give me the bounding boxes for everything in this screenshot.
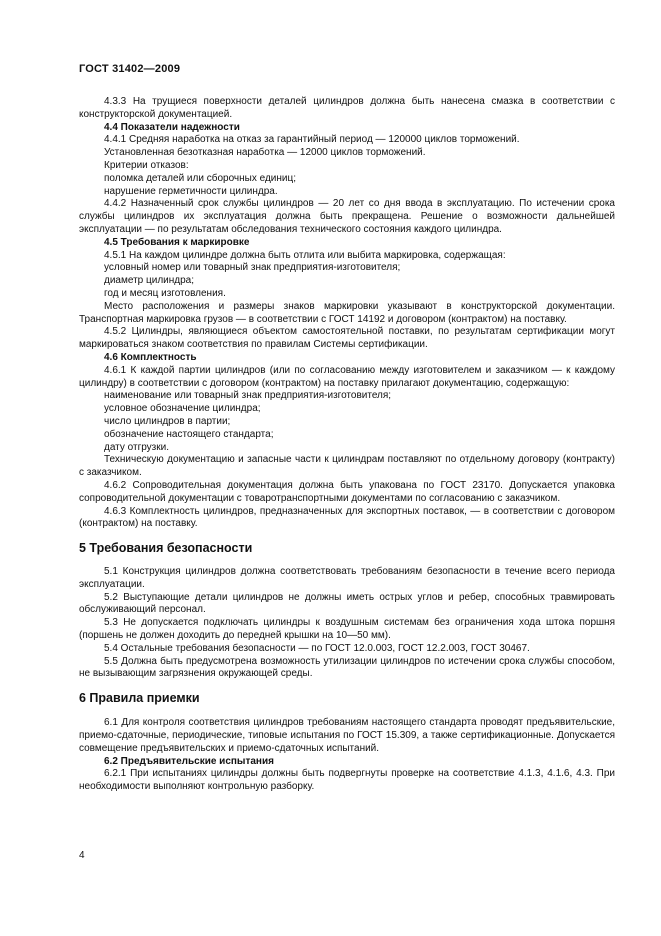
paragraph: 5.1 Конструкция цилиндров должна соответствовать требованиям безопасности в течение всего периода эксплуатации. <box>79 566 615 590</box>
list-item: условный номер или товарный знак предприятия-изготовителя; <box>104 262 401 274</box>
list-item: дату отгрузки. <box>104 441 169 453</box>
subsection-heading: 4.5 Требования к маркировке <box>104 236 250 248</box>
paragraph: 6.2.1 При испытаниях цилиндры должны быть подвергнуты проверке на соответствие 4.1.3, 4.1.6, 4.3. При необходимости выполняют контрольную разборку. <box>79 768 615 793</box>
paragraph: 4.5.1 На каждом цилиндре должна быть отлита или выбита маркировка, содержащая: <box>104 249 506 261</box>
subsection-heading: 4.4 Показатели надежности <box>104 121 240 133</box>
list-item: условное обозначение цилиндра; <box>104 403 261 415</box>
paragraph: Установленная безотказная наработка — 12000 циклов торможений. <box>104 147 426 159</box>
paragraph: Техническую документацию и запасные части к цилиндрам поставляют по отдельному договору (контракту) с заказчиком. <box>79 454 615 479</box>
list-item: обозначение настоящего стандарта; <box>104 428 274 440</box>
paragraph: 4.6.1 К каждой партии цилиндров (или по согласованию между изготовителем и заказчиком — к каждому цилиндру) в соответствии с договором (контрактом) на поставку прилагают документацию, содержащую: <box>79 364 615 389</box>
document-header: ГОСТ 31402—2009 <box>79 63 181 75</box>
paragraph: 4.6.3 Комплектность цилиндров, предназначенных для экспортных поставок, — в соответствии с договором (контрактом) на поставку. <box>79 505 615 530</box>
paragraph: 4.3.3 На трущиеся поверхности деталей цилиндров должна быть нанесена смазка в соответствии с конструкторской документацией. <box>79 96 615 120</box>
list-item: диаметр цилиндра; <box>104 275 194 287</box>
page-content <box>79 96 615 794</box>
paragraph: 4.4.1 Средняя наработка на отказ за гарантийный период — 120000 циклов торможений. <box>104 134 520 146</box>
list-item: год и месяц изготовления. <box>104 287 226 299</box>
paragraph: 5.2 Выступающие детали цилиндров не должны иметь острых углов и ребер, способных травмировать обслуживающий персонал. <box>79 591 615 616</box>
page-number: 4 <box>79 850 85 861</box>
paragraph: 5.5 Должна быть предусмотрена возможность утилизации цилиндров по истечении срока службы способом, не вызывающим загрязнения окружающей среды. <box>79 655 615 680</box>
paragraph: 4.4.2 Назначенный срок службы цилиндров — 20 лет со дня ввода в эксплуатацию. По истечении срока службы цилиндров их эксплуатация должна быть прекращена. Решение о возможности дальнейшей эксплуатации — по результатам обследования технического состояния каждого цилиндра. <box>79 198 615 235</box>
list-item: наименование или товарный знак предприятия-изготовителя; <box>104 390 392 402</box>
paragraph: 5.4 Остальные требования безопасности — по ГОСТ 12.0.003, ГОСТ 12.2.003, ГОСТ 30467. <box>104 642 530 654</box>
paragraph: 6.1 Для контроля соответствия цилиндров требованиям настоящего стандарта проводят предъявительские, приемо-сдаточные, периодические, типовые испытания по ГОСТ 15.309, а также сертификационные. Допускается совмещение предъявительских и приемо-сдаточных испытаний. <box>79 717 615 754</box>
list-item: поломка деталей или сборочных единиц; <box>104 172 296 184</box>
list-item: число цилиндров в партии; <box>104 415 231 427</box>
subsection-heading: 6.2 Предъявительские испытания <box>104 755 274 767</box>
list-item: нарушение герметичности цилиндра. <box>104 185 278 197</box>
paragraph: 5.3 Не допускается подключать цилиндры к воздушным системам без ограничения хода штока поршня (поршень не должен доходить до передней крышки на 10—50 мм). <box>79 617 615 642</box>
subsection-heading: 4.6 Комплектность <box>104 351 197 363</box>
paragraph: Критерии отказов: <box>104 159 189 171</box>
paragraph: 4.5.2 Цилиндры, являющиеся объектом самостоятельной поставки, по результатам сертификации могут маркироваться знаком соответствия по правилам Системы сертификации. <box>79 326 615 351</box>
paragraph: Место расположения и размеры знаков маркировки указывают в конструкторской документации. Транспортная маркировка грузов — в соответствии с ГОСТ 14192 и договором (контрактом) на поставку. <box>79 300 615 325</box>
section-heading: 6 Правила приемки <box>79 691 200 706</box>
paragraph: 4.6.2 Сопроводительная документация должна быть упакована по ГОСТ 23170. Допускается упаковка сопроводительной документации с товаротранспортными документами по согласованию с заказчиком. <box>79 479 615 504</box>
section-heading: 5 Требования безопасности <box>79 541 253 556</box>
